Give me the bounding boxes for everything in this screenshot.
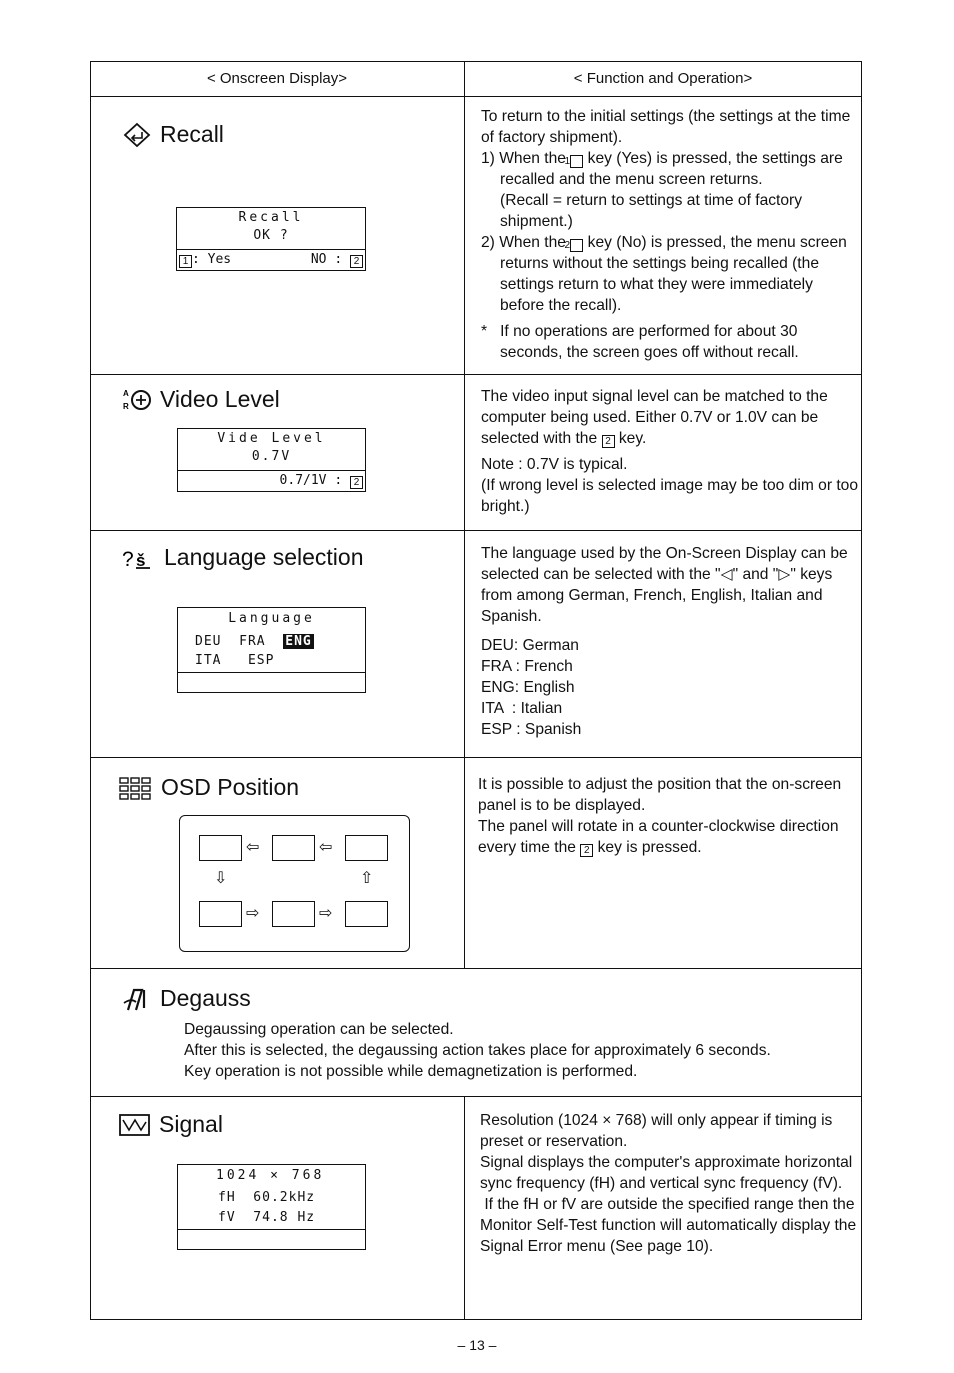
signal-title bbox=[119, 1111, 223, 1138]
recall-icon bbox=[122, 122, 152, 148]
language-list-item: FRA : French bbox=[481, 658, 573, 675]
signal-text-2: Signal displays the computer's approximate horizontal sync frequency (fH) and vertical sync frequency (fV). bbox=[480, 1154, 853, 1192]
column-divider bbox=[464, 61, 465, 969]
video-level-text: The video input signal level can be matched to the computer being used. Either 0.7V or 1.0V can be selected with the 2 key. bbox=[481, 388, 828, 447]
signal-osd-fh: fH 60.2kHz bbox=[218, 1190, 316, 1205]
signal-osd-fv: fV 74.8 Hz bbox=[218, 1210, 316, 1225]
svg-text:R: R bbox=[123, 401, 129, 411]
position-cell-top-center bbox=[272, 835, 315, 861]
video-level-osd-line1: Vide Level bbox=[217, 431, 326, 446]
lang-option-fra: FRA bbox=[239, 634, 266, 649]
language-osd-row1 bbox=[195, 634, 314, 649]
video-level-title bbox=[122, 386, 280, 413]
video-level-osd-keys-row bbox=[178, 470, 365, 491]
video-level-osd-line2: 0.7V bbox=[251, 449, 292, 464]
header-onscreen-display: < Onscreen Display> bbox=[206, 70, 348, 87]
recall-osd-line2: OK ? bbox=[253, 228, 289, 243]
recall-osd-line1: Recall bbox=[238, 210, 304, 225]
page-number: – 13 – bbox=[457, 1337, 497, 1353]
signal-osd-box bbox=[177, 1164, 366, 1250]
position-cell-bottom-center bbox=[272, 901, 315, 927]
lang-option-esp: ESP bbox=[247, 653, 275, 668]
header-divider bbox=[90, 96, 862, 97]
key-2-icon: 2 bbox=[580, 844, 593, 857]
language-osd-line1: Language bbox=[228, 611, 315, 626]
recall-title bbox=[122, 121, 224, 148]
lang-option-eng-selected: ENG bbox=[285, 634, 312, 649]
recall-item-2: 2) When the 2 key (No) is pressed, the menu screen returns without the settings being recalled (the settings return to what they were immediately before the recall). bbox=[481, 234, 847, 314]
header-function-operation: < Function and Operation> bbox=[573, 70, 753, 87]
video-level-title-text: Video Level bbox=[160, 386, 280, 412]
osd-position-diagram bbox=[179, 815, 410, 952]
recall-item-1-note: (Recall = return to settings at time of factory shipment.) bbox=[500, 192, 803, 230]
position-cell-bottom-right bbox=[345, 901, 388, 927]
video-level-osd-box bbox=[177, 428, 366, 492]
key-2-icon: 2 bbox=[602, 435, 615, 448]
arrow-down-icon: ⇩ bbox=[214, 870, 228, 887]
recall-osd-keys-row bbox=[177, 249, 365, 270]
osd-position-icon bbox=[119, 775, 153, 801]
degauss-line: Key operation is not possible while demagnetization is performed. bbox=[184, 1063, 638, 1080]
recall-osd-no: NO : bbox=[310, 252, 343, 267]
signal-osd-divider bbox=[178, 1229, 365, 1230]
language-list-item: ESP : Spanish bbox=[481, 721, 582, 738]
language-osd-divider bbox=[178, 672, 365, 673]
lang-option-deu: DEU bbox=[195, 634, 222, 649]
key-2-icon: 2 bbox=[350, 476, 363, 489]
row-divider bbox=[90, 968, 862, 969]
signal-text-1: Resolution (1024 × 768) will only appear if timing is preset or reservation. bbox=[480, 1112, 833, 1150]
row-divider bbox=[90, 757, 862, 758]
signal-text-3: If the fH or fV are outside the specified range then the Monitor Self-Test function will automatically display the Signal Error menu (See page 10). bbox=[480, 1196, 861, 1255]
recall-osd-yes: : Yes bbox=[192, 252, 232, 267]
column-divider bbox=[464, 1096, 465, 1320]
arrow-left-icon: ⇦ bbox=[319, 839, 333, 856]
signal-osd-resolution: 1024 × 768 bbox=[216, 1168, 325, 1183]
language-osd-box bbox=[177, 607, 366, 693]
degauss-title-text: Degauss bbox=[160, 985, 251, 1011]
language-title-text: Language selection bbox=[164, 544, 364, 570]
osd-position-title bbox=[119, 774, 299, 801]
arrow-right-icon: ⇨ bbox=[246, 905, 260, 922]
degauss-icon bbox=[122, 986, 152, 1012]
position-cell-top-right bbox=[345, 835, 388, 861]
language-list-item: ITA : Italian bbox=[481, 700, 563, 717]
recall-intro: To return to the initial settings (the settings at the time of factory shipment). bbox=[481, 108, 851, 146]
svg-text:A: A bbox=[123, 388, 129, 398]
row-divider bbox=[90, 374, 862, 375]
recall-osd-box bbox=[176, 207, 366, 271]
position-cell-top-left bbox=[199, 835, 242, 861]
language-list-item: ENG: English bbox=[481, 679, 575, 696]
degauss-title bbox=[122, 985, 251, 1012]
key-1-icon: 1 bbox=[179, 255, 192, 268]
arrow-left-icon: ⇦ bbox=[246, 839, 260, 856]
arrow-right-icon: ⇨ bbox=[319, 905, 333, 922]
arrow-up-icon: ⇧ bbox=[360, 870, 374, 887]
signal-title-text: Signal bbox=[159, 1111, 223, 1137]
osd-position-rotate-text: The panel will rotate in a counter-clockwise direction every time the 2 key is pressed. bbox=[478, 818, 839, 856]
degauss-line: Degaussing operation can be selected. bbox=[184, 1021, 454, 1038]
key-2-icon: 2 bbox=[350, 255, 363, 268]
language-list-item: DEU: German bbox=[481, 637, 579, 654]
degauss-line: After this is selected, the degaussing action takes place for approximately 6 seconds. bbox=[184, 1042, 771, 1059]
lang-option-ita: ITA bbox=[195, 653, 222, 668]
position-cell-bottom-left bbox=[199, 901, 242, 927]
osd-position-title-text: OSD Position bbox=[161, 774, 300, 800]
degauss-description bbox=[184, 1019, 854, 1082]
video-level-note: Note : 0.7V is typical. bbox=[481, 456, 628, 473]
recall-title-text: Recall bbox=[160, 121, 224, 147]
video-level-icon bbox=[122, 387, 152, 413]
language-description bbox=[481, 543, 859, 740]
key-1-icon: 1 bbox=[570, 155, 583, 168]
video-level-osd-line3: 0.7/1V : bbox=[279, 473, 343, 488]
language-icon bbox=[122, 545, 156, 571]
row-divider bbox=[90, 1096, 862, 1097]
osd-position-text: It is possible to adjust the position that the on-screen panel is to be displayed. bbox=[478, 776, 842, 814]
signal-description bbox=[480, 1110, 861, 1257]
language-text: The language used by the On-Screen Display can be selected can be selected with the "◁" and "▷" keys from among German, French, English, Italian and Spanish. bbox=[481, 545, 848, 625]
key-2-icon: 2 bbox=[570, 239, 583, 252]
signal-icon bbox=[119, 1112, 151, 1138]
recall-description bbox=[481, 106, 859, 363]
language-list bbox=[481, 635, 859, 740]
language-title bbox=[122, 544, 364, 571]
svg-text:?: ? bbox=[122, 547, 134, 571]
video-level-description bbox=[481, 386, 859, 517]
osd-position-description bbox=[478, 774, 856, 858]
video-level-note2: (If wrong level is selected image may be too dim or too bright.) bbox=[481, 477, 859, 515]
language-osd-row2 bbox=[195, 653, 274, 668]
recall-note: * If no operations are performed for about 30 seconds, the screen goes off without recall. bbox=[481, 323, 799, 361]
recall-item-1: 1) When the 1 key (Yes) is pressed, the settings are recalled and the menu screen returns. bbox=[481, 150, 843, 188]
svg-text:š: š bbox=[136, 550, 146, 570]
row-divider bbox=[90, 530, 862, 531]
